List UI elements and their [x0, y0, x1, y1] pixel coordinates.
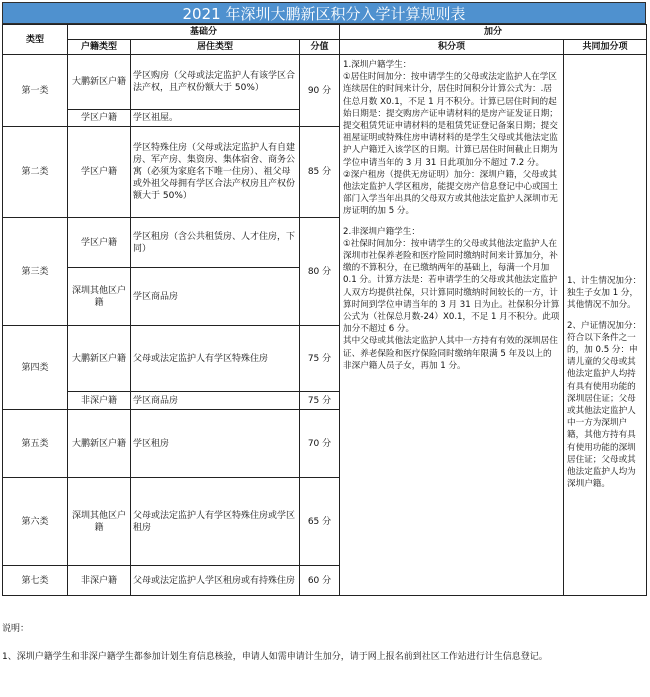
score-cell: 70 分	[300, 410, 340, 478]
residence-cell: 学区特殊住房（父母或法定监护人有自建房、军产房、集资房、集体宿舍、商务公寓（必须为家庭名下唯一住房）、祖父母或外祖父母拥有学区合法产权房且产权份额大于 50%）	[131, 127, 300, 218]
residence-cell: 父母或法定监护人有学区特殊住房或学区租房	[131, 478, 300, 566]
add-point-text: ②深户租房（提供无房证明）加分：深圳户籍，父母或其他法定监护人学区租房，能提交房产信息登记中心或国土部门入学当年出具的父母双方或其他法定监护人深圳市无房证明的加 5 分。	[343, 169, 558, 217]
header-shared-items: 共同加分项	[564, 40, 647, 55]
category-cell: 第五类	[3, 410, 68, 478]
score-cell: 80 分	[300, 218, 340, 326]
header-category: 类型	[3, 25, 68, 55]
hukou-cell: 学区户籍	[68, 110, 131, 127]
header-hukou-type: 户籍类型	[68, 40, 131, 55]
category-cell: 第二类	[3, 127, 68, 218]
residence-cell: 学区商品房	[131, 268, 300, 326]
score-cell: 65 分	[300, 478, 340, 566]
header-add: 加分	[340, 25, 647, 40]
header-add-items: 积分项	[340, 40, 564, 55]
add-point-text: 1.深圳户籍学生：	[343, 60, 412, 70]
hukou-cell: 深圳其他区户籍	[68, 268, 131, 326]
rules-table	[2, 24, 647, 596]
category-cell: 第七类	[3, 566, 68, 596]
hukou-cell: 大鹏新区户籍	[68, 326, 131, 392]
residence-cell: 学区购房（父母或法定监护人有该学区合法产权，且产权份额大于 50%）	[131, 55, 300, 110]
note-item: 1、深圳户籍学生和非深户籍学生都参加计划生育信息核验，申请人如需申请计生加分，请于网上报名前到社区工作站进行计生信息登记。	[2, 652, 548, 662]
header-score: 分值	[300, 40, 340, 55]
header-row-2	[3, 40, 647, 55]
add-points-cell	[340, 55, 564, 596]
residence-cell: 父母或法定监护人有学区特殊住房	[131, 326, 300, 392]
score-cell: 75 分	[300, 326, 340, 392]
hukou-cell: 大鹏新区户籍	[68, 410, 131, 478]
residence-cell: 父母或法定监护人学区租房或有持殊住房	[131, 566, 300, 596]
score-cell: 75 分	[300, 392, 340, 410]
category-cell: 第六类	[3, 478, 68, 566]
page-title: 2021 年深圳大鹏新区积分入学计算规则表	[2, 2, 646, 24]
table-row	[3, 55, 647, 110]
add-point-text: ①社保时间加分：按申请学生的父母或其他法定监护人在深圳市社保养老险和医疗险同时缴纳时间来计算加分，补缴的不算积分，在已缴纳两年的基础上，每满一个月加 0.1 分。计算方法是：若申请学生的父母或其他法定监护人双方均提供社保，只计算同时缴纳时间较长的一方，计算时间到学位申请当年的 3 月 31 日为止。社保积分计算公式为（社保总月数-24）X0.1，不足 1 月不积分。此项加分不超过 6 分。	[343, 238, 560, 335]
header-basic: 基础分	[68, 25, 340, 40]
hukou-cell: 大鹏新区户籍	[68, 55, 131, 110]
shared-point-text: 1、计生情况加分：独生子女加 1 分，其他情况不加分。	[567, 276, 642, 311]
hukou-cell: 学区户籍	[68, 218, 131, 268]
category-cell: 第三类	[3, 218, 68, 326]
add-point-text: 其中父母或其他法定监护人其中一方持有有效的深圳居住证、养老保险和医疗保险同时缴纳年限满 5 年及以上的非深户籍人员子女，再加 1 分。	[343, 336, 558, 371]
hukou-cell: 非深户籍	[68, 392, 131, 410]
score-cell: 60 分	[300, 566, 340, 596]
hukou-cell: 学区户籍	[68, 127, 131, 218]
shared-points-cell	[564, 55, 647, 596]
add-point-text: ①居住时间加分：按申请学生的父母或法定监护人在学区连续居住的时间来计分，居住时间积分计算公式为：.居住总月数 X0.1，不足 1 月不积分。计算已居住时间的起始日期是：提交购房产证申请材料的是房产证发证日期；提交租赁凭证申请材料的是租赁凭证登记备案日期；提交祖屋证明或特殊住房申请材料的是学生父母或其他法定监护人户籍迁入该学区的日期。计算已居住时间截止日期为学位申请当年的 3 月 31 日此项加分不超过 7.2 分。	[343, 72, 558, 168]
shared-point-text: 2、户证情况加分：符合以下条件之一的，加 0.5 分：申请儿童的父母或其他法定监护人均持有具有使用功能的深圳居住证；父母或其他法定监护人中一方为深圳户籍，其他方持有具有使用功能的深圳居住证；父母或其他法定监护人均为深圳户籍。	[567, 320, 642, 490]
add-point-text: 2.非深圳户籍学生：	[343, 226, 420, 237]
header-residence-type: 居住类型	[131, 40, 300, 55]
notes-heading: 说明：	[2, 624, 30, 634]
score-cell: 85 分	[300, 127, 340, 218]
residence-cell: 学区租房	[131, 410, 300, 478]
residence-cell: 学区祖屋。	[131, 110, 300, 127]
hukou-cell: 深圳其他区户籍	[68, 478, 131, 566]
score-cell: 90 分	[300, 55, 340, 127]
category-cell: 第四类	[3, 326, 68, 410]
category-cell: 第一类	[3, 55, 68, 127]
notes-section	[2, 622, 646, 664]
hukou-cell: 非深户籍	[68, 566, 131, 596]
header-row-1	[3, 25, 647, 40]
residence-cell: 学区租房（含公共租赁房、人才住房，下同）	[131, 218, 300, 268]
residence-cell: 学区商品房	[131, 392, 300, 410]
